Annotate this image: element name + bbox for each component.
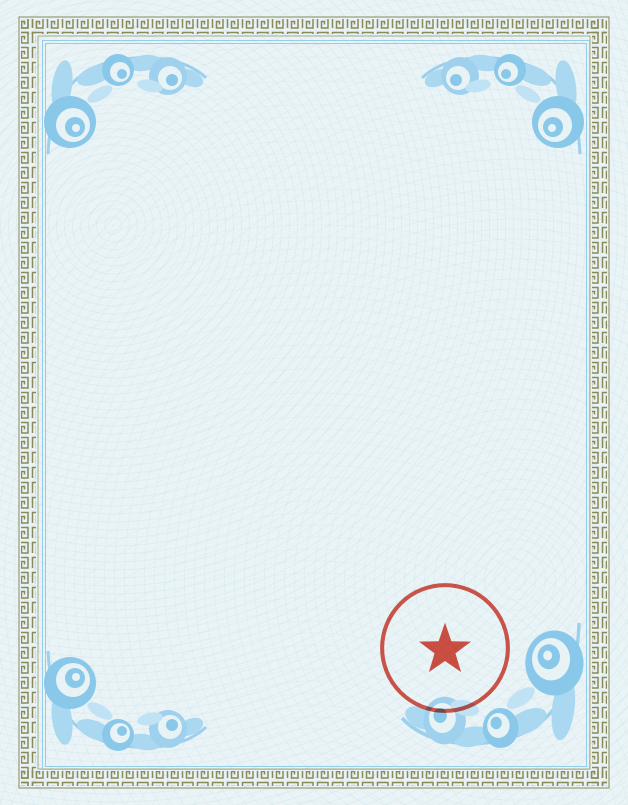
corner-flourish-top-right — [418, 42, 588, 162]
seal-star-icon — [419, 623, 471, 672]
qr-code — [122, 633, 182, 693]
certificate-number-row — [558, 178, 570, 194]
field-rights-scope — [82, 446, 201, 464]
field-dev-complete-date — [82, 340, 201, 358]
official-seal — [374, 577, 516, 719]
field-rights-acquisition — [82, 411, 201, 429]
field-first-publish-date — [82, 376, 201, 394]
corner-flourish-top-left — [40, 42, 210, 162]
field-registration-number — [82, 481, 201, 499]
field-software-name — [82, 210, 201, 228]
barcode — [125, 589, 217, 620]
field-copyright-owner — [82, 274, 201, 292]
